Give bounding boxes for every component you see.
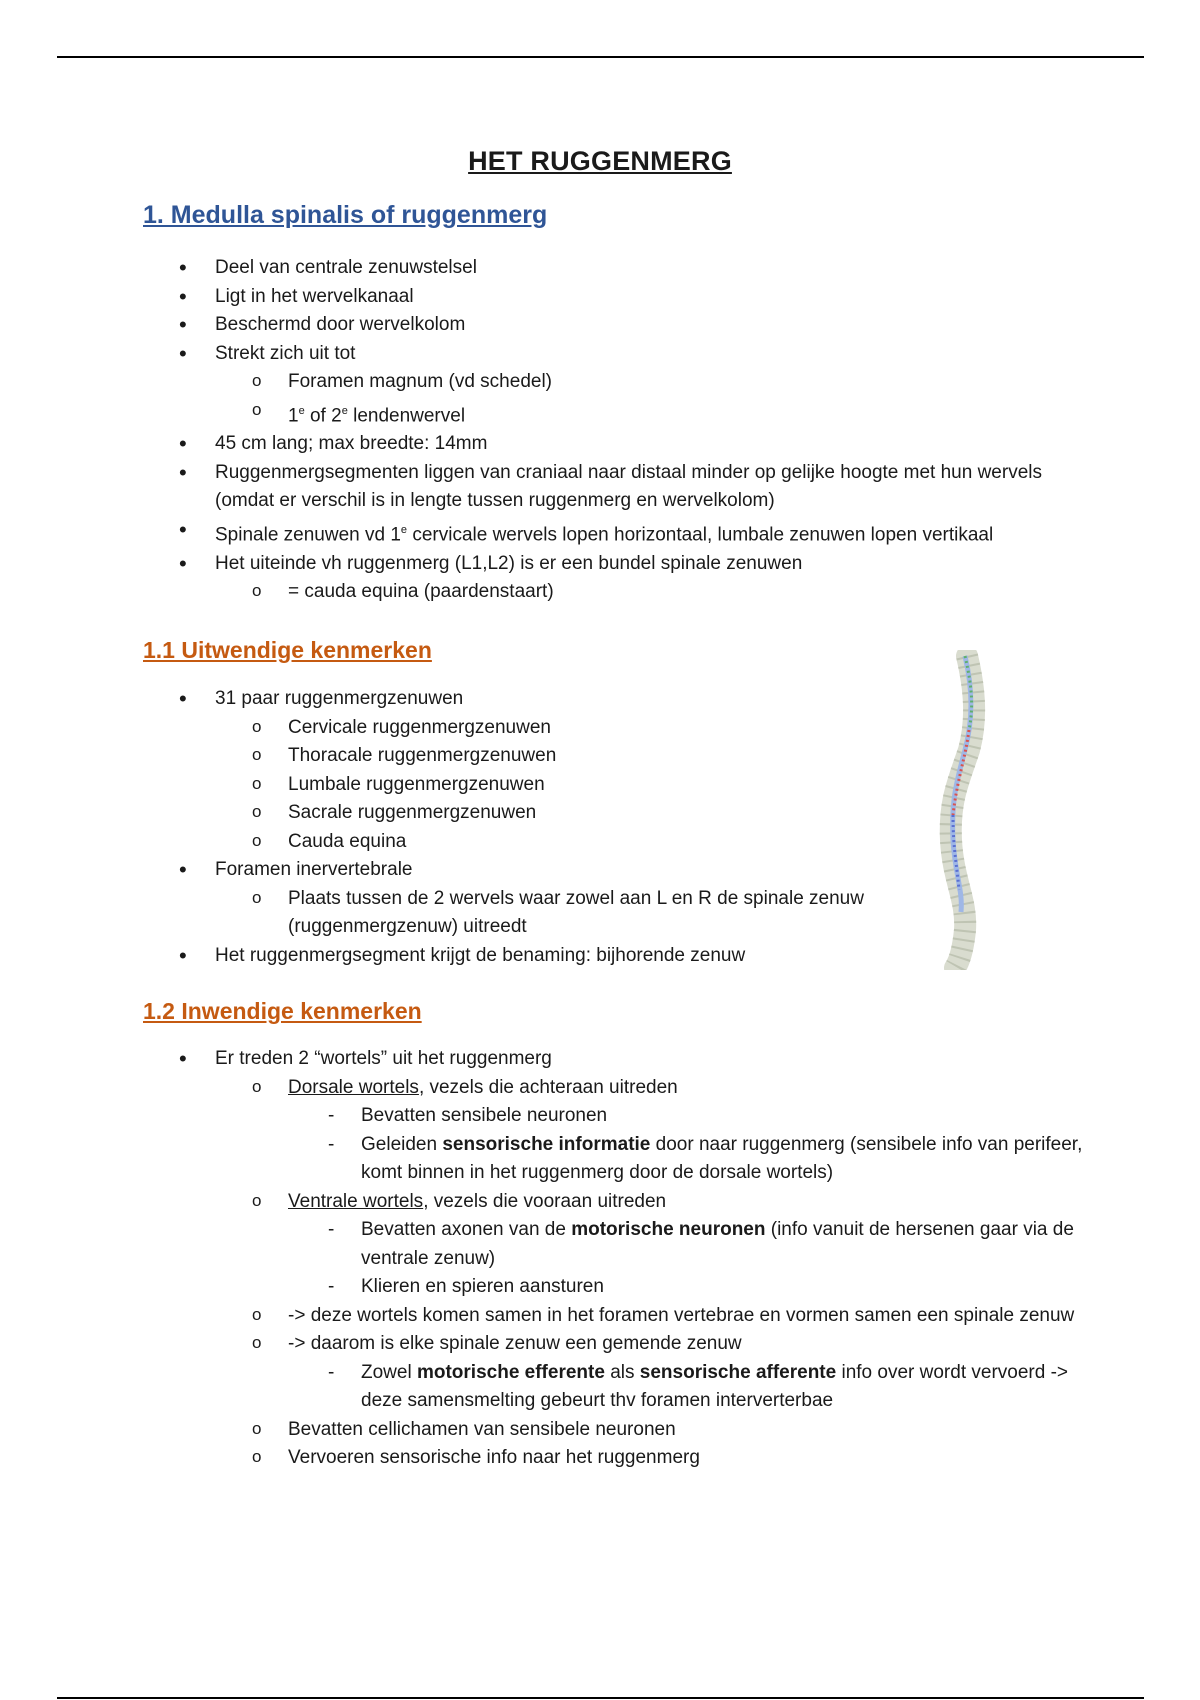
list-item: • Deel van centrale zenuwstelsel (143, 254, 1083, 283)
list-subitem: o -> daarom is elke spinale zenuw een gemende zenuw (143, 1330, 1083, 1359)
section-heading-medulla: 1. Medulla spinalis of ruggenmerg (143, 201, 548, 229)
list-subitem: o = cauda equina (paardenstaart) (143, 578, 1083, 607)
list-subsubitem: - Bevatten sensibele neuronen (143, 1102, 1083, 1131)
list-subitem: o Cauda equina (143, 828, 903, 857)
section12-list (143, 1045, 1083, 1473)
list-subitem: o Foramen magnum (vd schedel) (143, 368, 1083, 397)
list-subitem: o Thoracale ruggenmergzenuwen (143, 742, 903, 771)
page-title: HET RUGGENMERG (468, 146, 732, 176)
list-item: • 45 cm lang; max breedte: 14mm (143, 430, 1083, 459)
list-subsubitem: - Bevatten axonen van de motorische neuronen (info vanuit de hersenen gaar via de ventrale zenuw) (143, 1216, 1083, 1273)
footer-rule (57, 1697, 1144, 1699)
list-item: • Het uiteinde vh ruggenmerg (L1,L2) is er een bundel spinale zenuwen (143, 550, 1083, 579)
list-subitem: o Bevatten cellichamen van sensibele neuronen (143, 1416, 1083, 1445)
spine-illustration-icon (915, 650, 995, 970)
section11-list (143, 685, 903, 970)
header-rule (57, 56, 1144, 58)
list-item: • 31 paar ruggenmergzenuwen (143, 685, 903, 714)
list-subitem: o Ventrale wortels, vezels die vooraan uitreden (143, 1188, 1083, 1217)
list-subitem: o Plaats tussen de 2 wervels waar zowel aan L en R de spinale zenuw (ruggenmergzenuw) uitreedt (143, 885, 903, 942)
list-item: • Het ruggenmergsegment krijgt de benaming: bijhorende zenuw (143, 942, 903, 971)
list-subitem: o -> deze wortels komen samen in het foramen vertebrae en vormen samen een spinale zenuw (143, 1302, 1083, 1331)
list-item: • Strekt zich uit tot (143, 340, 1083, 369)
section1-list (143, 254, 1083, 607)
list-subitem: o 1e of 2e lendenwervel (143, 397, 1083, 431)
list-item: • Beschermd door wervelkolom (143, 311, 1083, 340)
list-item: • Ligt in het wervelkanaal (143, 283, 1083, 312)
list-item: • Spinale zenuwen vd 1e cervicale wervels lopen horizontaal, lumbale zenuwen lopen vertikaal (143, 516, 1083, 550)
list-item: • Foramen inervertebrale (143, 856, 903, 885)
list-subsubitem: - Klieren en spieren aansturen (143, 1273, 1083, 1302)
list-subitem: o Cervicale ruggenmergzenuwen (143, 714, 903, 743)
section-heading-uitwendige: 1.1 Uitwendige kenmerken (143, 637, 432, 663)
list-item: • Ruggenmergsegmenten liggen van craniaal naar distaal minder op gelijke hoogte met hun wervels (omdat er verschil is in lengte tussen ruggenmerg en wervelkolom) (143, 459, 1083, 516)
list-subitem: o Sacrale ruggenmergzenuwen (143, 799, 903, 828)
section-heading-inwendige: 1.2 Inwendige kenmerken (143, 998, 422, 1024)
list-subsubitem: - Geleiden sensorische informatie door naar ruggenmerg (sensibele info van perifeer, komt binnen in het ruggenmerg door de dorsale wortels) (143, 1131, 1083, 1188)
list-subitem: o Vervoeren sensorische info naar het ruggenmerg (143, 1444, 1083, 1473)
list-subitem: o Dorsale wortels, vezels die achteraan uitreden (143, 1074, 1083, 1103)
list-item: • Er treden 2 “wortels” uit het ruggenmerg (143, 1045, 1083, 1074)
list-subsubitem: - Zowel motorische efferente als sensorische afferente info over wordt vervoerd -> deze samensmelting gebeurt thv foramen interverterbae (143, 1359, 1083, 1416)
list-subitem: o Lumbale ruggenmergzenuwen (143, 771, 903, 800)
